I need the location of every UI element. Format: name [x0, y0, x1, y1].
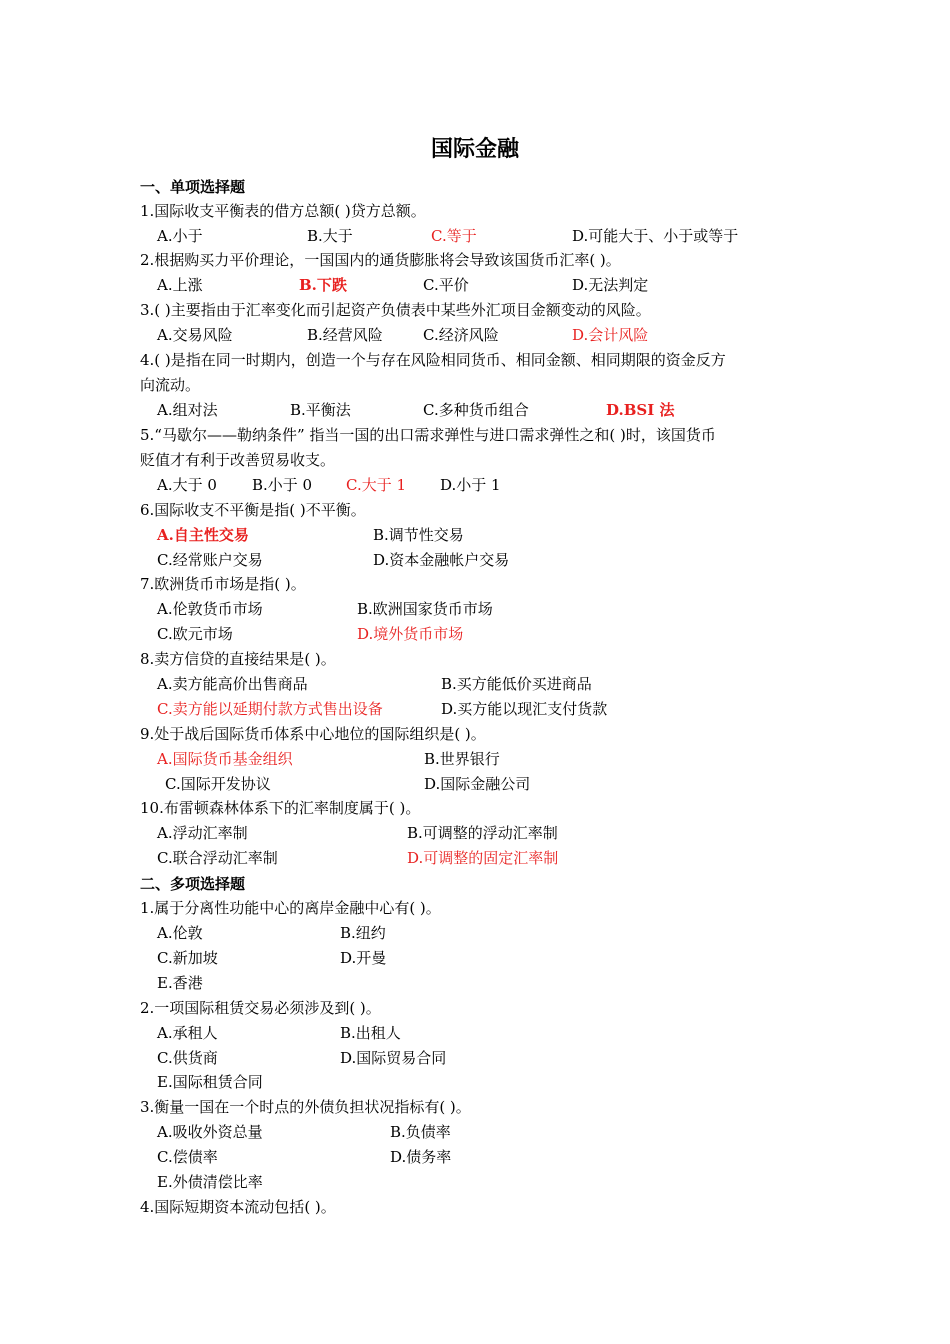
option-b: B.经营风险	[307, 326, 383, 344]
option-row	[0, 323, 950, 348]
option-b: B.出租人	[340, 1024, 401, 1042]
option-row	[0, 473, 950, 498]
option-e: E.外债清偿比率	[157, 1173, 263, 1191]
option-c: C.经常账户交易	[157, 551, 263, 569]
option-d: D.无法判定	[572, 276, 649, 294]
option-d-answer: D.可调整的固定汇率制	[407, 849, 559, 867]
option-b: B.可调整的浮动汇率制	[407, 824, 558, 842]
option-row	[0, 548, 950, 573]
question-text: 3.衡量一国在一个时点的外债负担状况指标有( )。	[140, 1098, 471, 1116]
option-row	[0, 921, 950, 946]
option-row	[0, 747, 950, 772]
question-text: 9.处于战后国际货币体系中心地位的国际组织是( )。	[140, 725, 486, 743]
option-b: B.买方能低价买进商品	[441, 675, 592, 693]
option-c: C.新加坡	[157, 949, 218, 967]
option-d: D.小于 1	[440, 476, 501, 494]
option-c-answer: C.大于 1	[346, 476, 407, 494]
option-b: B.大于	[307, 227, 353, 245]
option-d: D.国际贸易合同	[340, 1049, 447, 1067]
option-c-answer: C.等于	[431, 227, 477, 245]
option-a: A.吸收外资总量	[157, 1123, 263, 1141]
option-row	[0, 846, 950, 871]
option-row	[0, 821, 950, 846]
option-a: A.卖方能高价出售商品	[157, 675, 308, 693]
option-row	[0, 597, 950, 622]
question-text: 3.( )主要指由于汇率变化而引起资产负债表中某些外汇项目金额变动的风险。	[140, 301, 651, 319]
question-text: 4.( )是指在同一时期内，创造一个与存在风险相同货币、相同金额、相同期限的资金反方	[140, 351, 726, 369]
option-a: A.浮动汇率制	[157, 824, 248, 842]
option-e: E.香港	[157, 974, 203, 992]
option-c: C.国际开发协议	[165, 775, 271, 793]
option-row	[0, 1070, 950, 1095]
option-b: B.负债率	[390, 1123, 451, 1141]
option-d-answer: D.会计风险	[572, 326, 649, 344]
option-a: A.伦敦	[157, 924, 203, 942]
option-row	[0, 398, 950, 423]
option-b: B.平衡法	[290, 401, 351, 419]
question-text: 4.国际短期资本流动包括( )。	[140, 1198, 336, 1216]
question-text: 2.一项国际租赁交易必须涉及到( )。	[140, 999, 381, 1017]
option-b: B.欧洲国家货币市场	[357, 600, 493, 618]
option-d: D.开曼	[340, 949, 387, 967]
option-a-answer: A.国际货币基金组织	[157, 750, 293, 768]
question-text: 6.国际收支不平衡是指( )不平衡。	[140, 501, 366, 519]
option-row	[0, 1145, 950, 1170]
option-b-answer: B.下跌	[299, 276, 347, 294]
section-heading-single-choice: 一、单项选择题	[140, 178, 246, 196]
option-row	[0, 672, 950, 697]
option-c: C.欧元市场	[157, 625, 233, 643]
option-row	[0, 622, 950, 647]
question-text: 8.卖方信贷的直接结果是( )。	[140, 650, 336, 668]
option-c-answer: C.卖方能以延期付款方式售出设备	[157, 700, 383, 718]
option-c: C.供货商	[157, 1049, 218, 1067]
option-d-answer: D.BSI 法	[606, 401, 675, 419]
option-a: A.组对法	[157, 401, 218, 419]
option-a: A.大于 0	[157, 476, 217, 494]
option-b: B.小于 0	[252, 476, 313, 494]
question-text: 10.布雷顿森林体系下的汇率制度属于( )。	[140, 799, 421, 817]
option-d: D.可能大于、小于或等于	[572, 227, 739, 245]
option-row	[0, 273, 950, 298]
option-row	[0, 971, 950, 996]
option-c: C.多种货币组合	[423, 401, 529, 419]
option-d-answer: D.境外货币市场	[357, 625, 464, 643]
question-text-continued: 向流动。	[140, 376, 201, 394]
option-d: D.资本金融帐户交易	[373, 551, 510, 569]
option-a-answer: A.自主性交易	[157, 526, 249, 544]
option-b: B.世界银行	[424, 750, 500, 768]
option-a: A.上涨	[157, 276, 203, 294]
option-e: E.国际租赁合同	[157, 1073, 263, 1091]
option-row	[0, 772, 950, 797]
section-heading-multiple-choice: 二、多项选择题	[140, 875, 246, 893]
option-c: C.平价	[423, 276, 469, 294]
option-a: A.承租人	[157, 1024, 218, 1042]
document-title: 国际金融	[430, 137, 519, 162]
option-row	[0, 1120, 950, 1145]
question-text: 5.“马歇尔——勒纳条件” 指当一国的出口需求弹性与进口需求弹性之和( )时，该国货币	[140, 426, 716, 444]
question-text-continued: 贬值才有利于改善贸易收支。	[140, 451, 336, 469]
question-text: 7.欧洲货币市场是指( )。	[140, 575, 306, 593]
option-a: A.小于	[157, 227, 203, 245]
question-text: 2.根据购买力平价理论，一国国内的通货膨胀将会导致该国货币汇率( )。	[140, 251, 621, 269]
question-text: 1.属于分离性功能中心的离岸金融中心有( )。	[140, 899, 441, 917]
option-a: A.交易风险	[157, 326, 233, 344]
option-row	[0, 697, 950, 722]
option-row	[0, 523, 950, 548]
option-row	[0, 946, 950, 971]
option-a: A.伦敦货币市场	[157, 600, 263, 618]
question-text: 1.国际收支平衡表的借方总额( )贷方总额。	[140, 202, 426, 220]
option-c: C.经济风险	[423, 326, 499, 344]
option-row	[0, 1046, 950, 1071]
option-d: D.债务率	[390, 1148, 452, 1166]
option-b: B.纽约	[340, 924, 386, 942]
option-d: D.国际金融公司	[424, 775, 531, 793]
option-row	[0, 1021, 950, 1046]
option-d: D.买方能以现汇支付货款	[441, 700, 608, 718]
option-row	[0, 224, 950, 249]
option-b: B.调节性交易	[373, 526, 464, 544]
option-c: C.偿债率	[157, 1148, 218, 1166]
option-c: C.联合浮动汇率制	[157, 849, 278, 867]
option-row	[0, 1170, 950, 1195]
